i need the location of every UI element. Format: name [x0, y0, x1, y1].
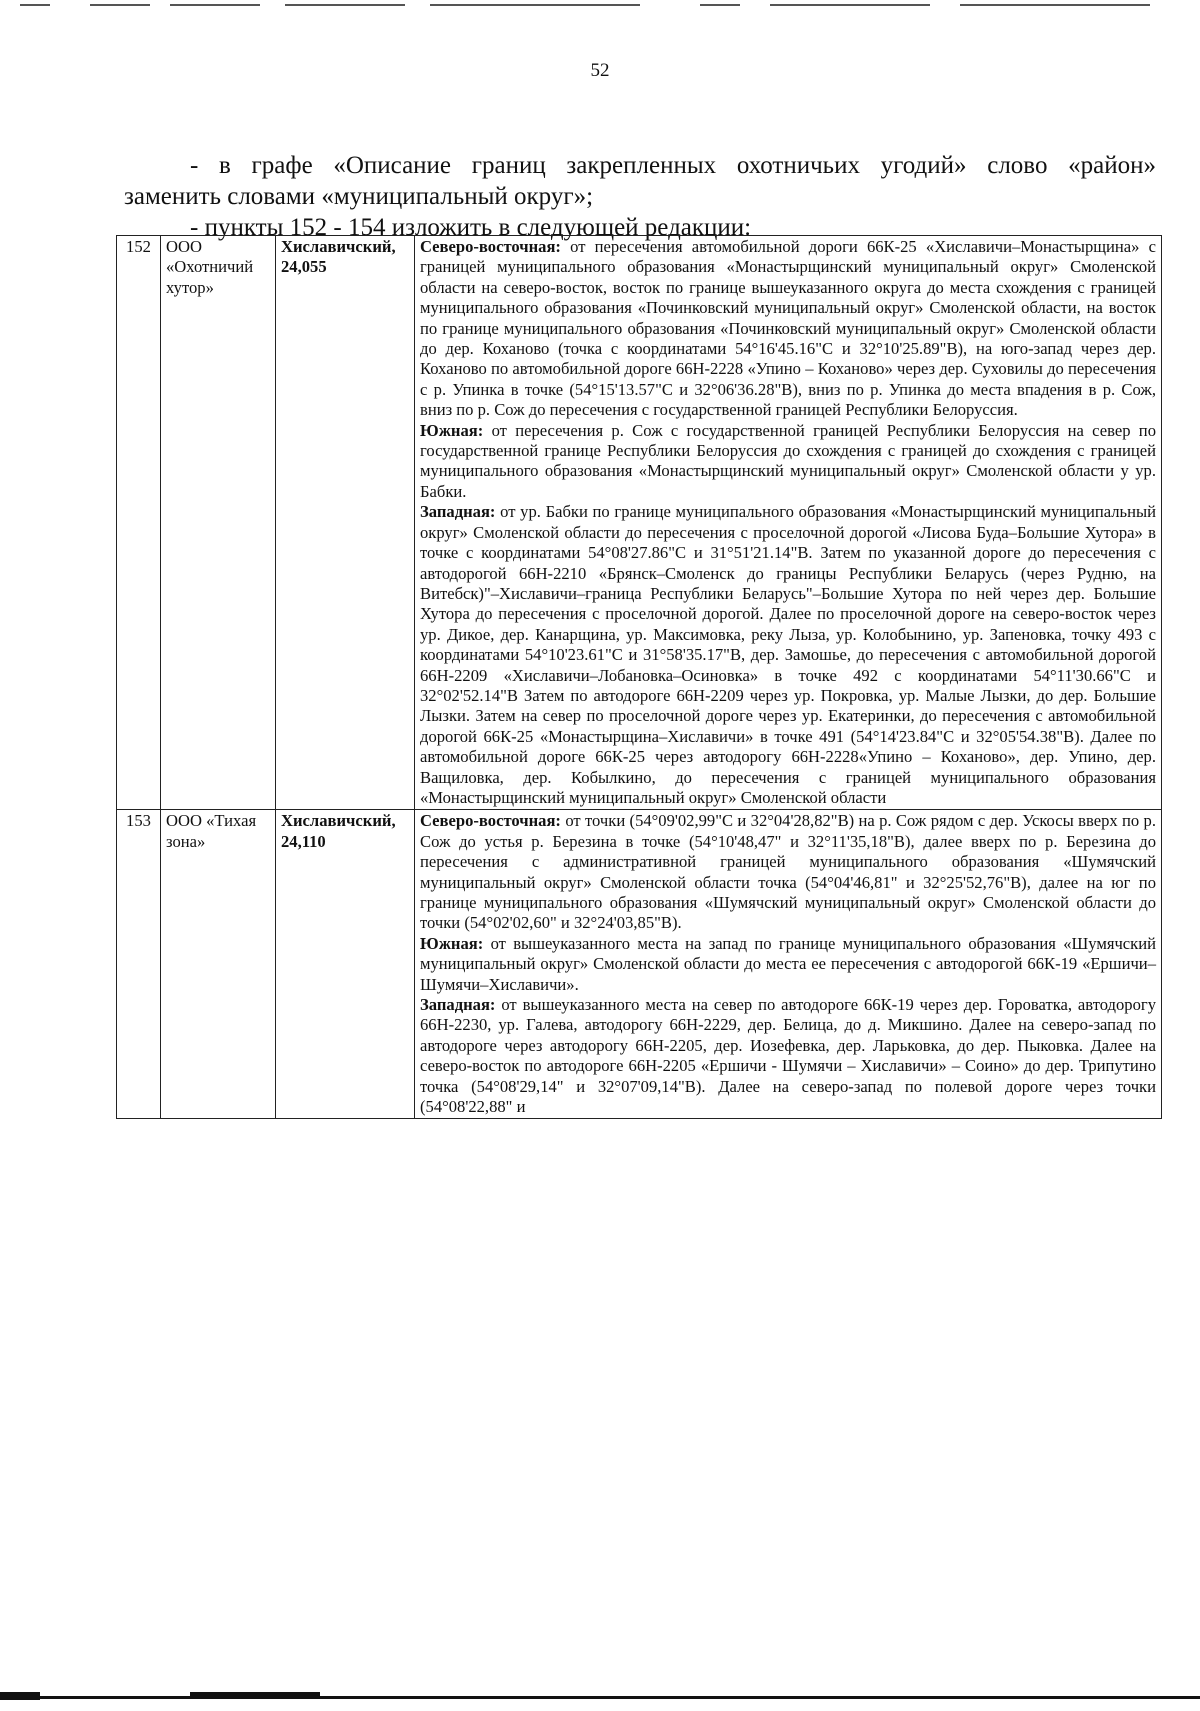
- boundary-section: [420, 237, 1156, 421]
- intro-paragraph: [124, 150, 1156, 243]
- boundary-section: [420, 934, 1156, 995]
- boundary-description: [415, 810, 1162, 1119]
- boundary-text: от пересечения автомобильной дороги 66К-25 «Хиславичи–Монастырщина» с границей муниципального образования «Монастырщинский муниципальный округ» Смоленской области на северо-восток, восток по границе вышеуказанного округа до места схождения с границей муниципального образования «Починковский муниципальный округ» Смоленской области, на восток по границе муниципального образования «Починковский муниципальный округ» Смоленской области до дер. Коханово (точка с координатами 54°16'45.16"С и 32°10'25.89"В), на юго-запад через дер. Коханово по автомобильной дороге 66Н-2228 «Упино – Коханово» через дер. Суховилы до пересечения с р. Упинка в точке (54°15'13.57"С и 32°06'36.28"В), вниз по р. Упинка до места впадения в р. Сож, вниз по р. Сож до пересечения с государственной границей Республики Белоруссия.: [420, 237, 1156, 420]
- organization-name: ООО «Тихая зона»: [161, 810, 276, 1119]
- table-row: [117, 236, 1162, 810]
- boundary-heading: Северо-восточная:: [420, 811, 561, 831]
- district-area: Хиславичский, 24,055: [276, 236, 415, 810]
- boundary-section: [420, 995, 1156, 1117]
- boundary-text: от точки (54°09'02,99"С и 32°04'28,82"В) на р. Сож рядом с дер. Ускосы вверх по р. Сож до устья р. Березина в точке (54°10'48,47" и 32°11'35,18"В), далее вверх по р. Березина до пересечения с административной границей муниципального образования «Шумячский муниципальный округ» Смоленской области точка (54°04'46,81" и 32°25'52,76"В), далее на юг по границе муниципального образования «Шумячский муниципальный округ» Смоленской области до точки (54°02'02,60" и 32°24'03,85"В).: [420, 811, 1156, 933]
- row-number: 153: [117, 810, 161, 1119]
- boundary-section: [420, 502, 1156, 808]
- boundary-heading: Южная:: [420, 933, 484, 953]
- scan-artifact-top: [0, 2, 1200, 10]
- district-area: Хиславичский, 24,110: [276, 810, 415, 1119]
- page-number: 52: [590, 60, 610, 81]
- boundary-heading: Южная:: [420, 420, 484, 440]
- hunting-grounds-table: [116, 235, 1162, 1119]
- boundary-section: [420, 421, 1156, 503]
- boundary-text: от вышеуказанного места на север по автодороге 66К-19 через дер. Гороватка, автодорогу 66Н-2230, ур. Галева, автодорогу 66Н-2229, дер. Белица, до д. Микшино. Далее на северо-запад по автодороге через автодорогу 66Н-2205, дер. Иозефевка, дер. Ларьковка, до дер. Пыковка. Далее на северо-восток по автодороге 66Н-2205 «Ершичи - Шумячи – Хиславичи» – Соино» до дер. Трипутино точка (54°08'29,14" и 32°07'09,14"В). Далее на северо-запад по полевой дороге через точки (54°08'22,88" и: [420, 995, 1156, 1117]
- boundary-text: от пересечения р. Сож с государственной границей Республики Белоруссия на север по государственной границе Республики Белоруссия до схождения с границей до схождения с границей муниципального образования «Монастырщинский муниципальный округ» Смоленской области у ур. Бабки.: [420, 420, 1156, 501]
- boundary-text: от вышеуказанного места на запад по границе муниципального образования «Шумячский муниципальный округ» Смоленской области до места ее пересечения с автодорогой 66К-19 «Ершичи–Шумячи–Хиславичи».: [420, 933, 1156, 994]
- intro-line-2: заменить словами «муниципальный округ»;: [124, 183, 594, 210]
- scan-artifact-bottom: [0, 1690, 1200, 1702]
- boundary-heading: Западная:: [420, 502, 496, 522]
- boundary-heading: Западная:: [420, 995, 496, 1015]
- boundary-description: [415, 236, 1162, 810]
- intro-line-1: - в графе «Описание границ закрепленных охотничьих угодий» слово «район»: [190, 152, 1156, 179]
- boundary-text: от ур. Бабки по границе муниципального образования «Монастырщинский муниципальный округ» Смоленской области до пересечения с проселочной дорогой «Лисова Буда–Большие Хутора» в точке с координатами 54°08'27.86"С и 31°51'21.14"В. Затем по указанной дороге до пересечения с автодорогой 66Н-2210 «Брянск–Смоленск до границы Республики Беларусь (через Рудню, на Витебск)"–Хиславичи–граница Республики Беларусь"–Большие Хутора по ней через дер. Большие Хутора до пересечения с проселочной дорогой. Далее по проселочной дороге на северо-восток через ур. Дикое, дер. Канарщина, ур. Максимовка, реку Лыза, ур. Колобынино, ур. Запеновка, точку 493 с координатами 54°10'23.61"С и 31°58'35.17"В, дер. Замошье, до пересечения с автомобильной дорогой 66Н-2209 «Хиславичи–Лобановка–Осиновка» в точке 492 с координатами 54°11'30.66"С и 32°02'52.14"В Затем по автодороге 66Н-2209 через ур. Покровка, ур. Малые Лызки, до дер. Большие Лызки. Затем на север по проселочной дороге через ур. Екатеринки, до пересечения с автомобильной дорогой 66К-25 «Монастырщина–Хиславичи» в точке 491 (54°14'23.84"С и 32°05'54.38"В). Далее по автомобильной дороге 66К-25 через автодорогу 66Н-2228«Упино – Коханово», дер. Упино, дер. Ващиловка, дер. Кобылкино, до пересечения с границей муниципального образования «Монастырщинский муниципальный округ» Смоленской области: [420, 502, 1156, 807]
- row-number: 152: [117, 236, 161, 810]
- table-row: [117, 810, 1162, 1119]
- organization-name: ООО «Охотничий хутор»: [161, 236, 276, 810]
- boundary-heading: Северо-восточная:: [420, 237, 561, 256]
- boundary-section: [420, 811, 1156, 933]
- intro-line-3: - пункты 152 - 154 изложить в следующей редакции:: [190, 214, 752, 241]
